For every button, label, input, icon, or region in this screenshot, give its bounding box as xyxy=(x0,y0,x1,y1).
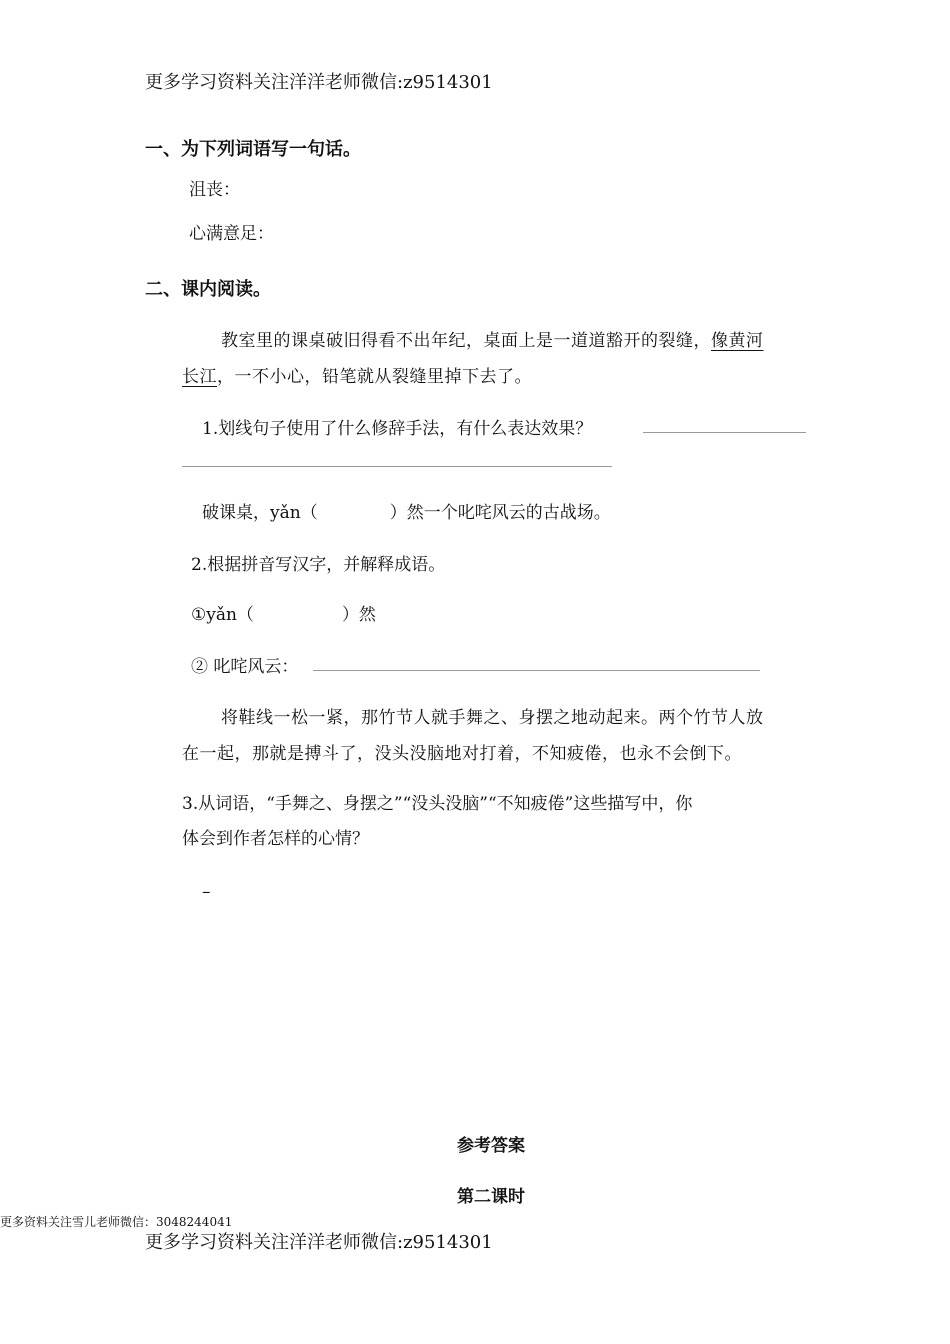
question-3-line2: 体会到作者怎样的心情？ xyxy=(182,829,369,849)
footer-watermark: 更多学习资料关注洋洋老师微信:z9514301 xyxy=(145,1232,493,1253)
section1-title: 一、为下列词语写一句话。 xyxy=(145,139,361,160)
answer-dash: – xyxy=(202,882,211,902)
footer-small-watermark: 更多资料关注雪儿老师微信：3048244041 xyxy=(0,1215,233,1229)
answers-subtitle: 第二课时 xyxy=(457,1187,525,1207)
q2-item-2: ② 叱咤风云： xyxy=(191,657,299,677)
passage2-line1: 将鞋线一松一紧，那竹节人就手舞之、身摆之地动起来。两个竹节人放 xyxy=(221,708,764,728)
passage1-line1 xyxy=(221,326,764,351)
question-2: 2.根据拼音写汉字，并解释成语。 xyxy=(191,555,446,575)
sentence-blank xyxy=(202,498,611,523)
section2-title: 二、课内阅读。 xyxy=(145,279,271,300)
question-1: 1.划线句子使用了什么修辞手法，有什么表达效果？ xyxy=(202,419,593,439)
underlined-phrase-part2: 长江 xyxy=(182,367,217,387)
passage1-line2-text: ，一不小心，铅笔就从裂缝里掉下去了。 xyxy=(217,367,532,387)
header-watermark: 更多学习资料关注洋洋老师微信:z9514301 xyxy=(145,72,493,93)
answer-line-q1b xyxy=(182,466,612,467)
word-item-xinmanyizu: 心满意足： xyxy=(189,224,274,244)
passage2-line2: 在一起，那就是搏斗了，没头没脑地对打着，不知疲倦，也永不会倒下。 xyxy=(182,744,742,764)
sentence-pre: 破课桌，yǎn（ xyxy=(202,503,318,523)
q2-item-1-post: ）然 xyxy=(341,605,376,625)
underlined-phrase-part1: 像黄河 xyxy=(711,331,764,351)
passage1-line1-text: 教室里的课桌破旧得看不出年纪，桌面上是一道道豁开的裂缝， xyxy=(221,331,711,351)
q2-item-1-pre: ①yǎn（ xyxy=(191,605,254,625)
word-item-jusang: 沮丧： xyxy=(189,180,240,200)
sentence-post: ）然一个叱咤风云的古战场。 xyxy=(389,503,611,523)
answer-line-q1a xyxy=(643,432,806,433)
q2-item-1 xyxy=(191,600,376,625)
passage1-line2 xyxy=(182,362,532,387)
answers-title: 参考答案 xyxy=(457,1136,525,1156)
answer-line-q2b xyxy=(313,670,760,671)
question-3-line1: 3.从词语，“手舞之、身摆之”“没头没脑”“不知疲倦”这些描写中，你 xyxy=(182,794,693,814)
